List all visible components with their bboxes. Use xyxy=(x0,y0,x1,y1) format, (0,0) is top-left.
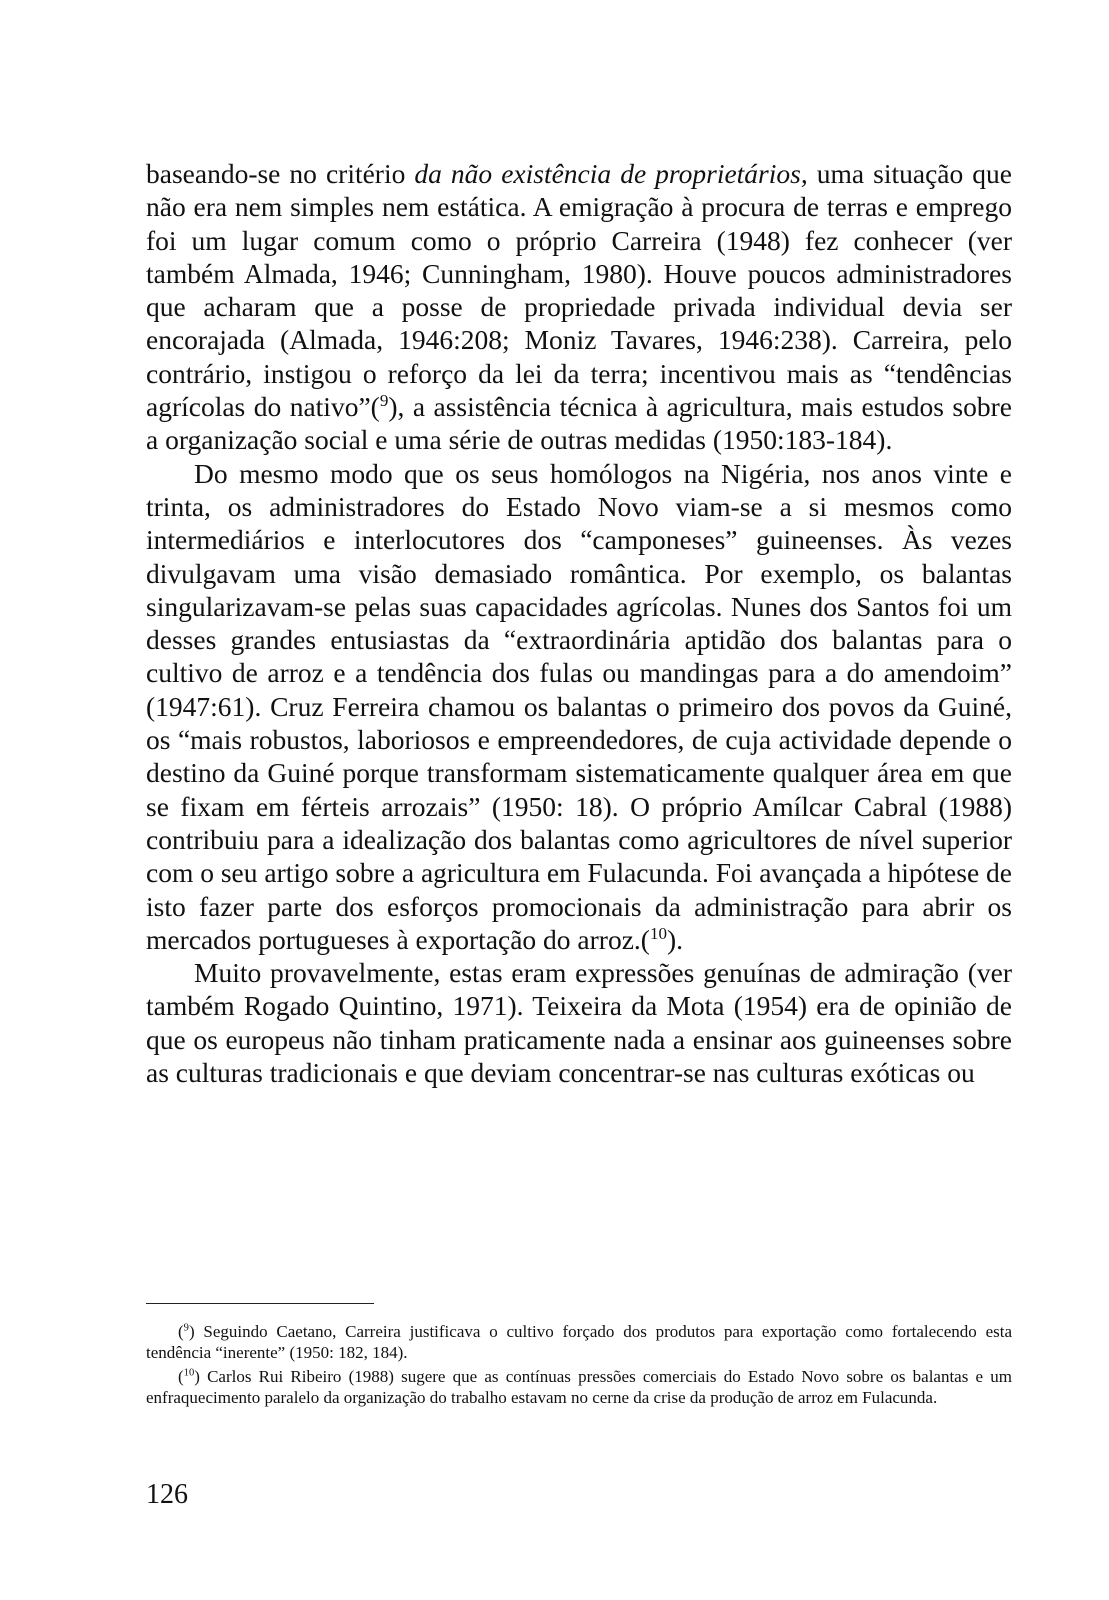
page-number: 126 xyxy=(146,1479,188,1510)
paragraph-1 xyxy=(146,157,1012,457)
paragraph-2-text-a: Do mesmo modo que os seus homólogos na Nigéria, nos anos vinte e trinta, os administradores do Estado Novo viam-se a si mesmos como intermediários e interlocutores dos “camponeses” guineenses. Às vezes divulgavam uma visão demasiado romântica. Por exemplo, os balantas singularizavam-se pelas suas capacidades agrícolas. Nunes dos Santos foi um desses grandes entusiastas da “extraordinária aptidão dos balantas para o cultivo de arroz e a tendência dos fulas ou mandingas para a do amendoim” (1947:61). Cruz Ferreira chamou os balantas o primeiro dos povos da Guiné, os “mais robustos, laboriosos e empreendedores, de cuja actividade depende o destino da Guiné porque transformam sistematicamente qualquer área em que se fixam em férteis arrozais” (1950: 18). O próprio Amílcar Cabral (1988) contribuiu para a idealização dos balantas como agricultores de nível superior com o seu artigo sobre a agricultura em Fulacunda. Foi avançada a hipótese de isto fazer parte dos esforços promocionais da administração para abrir os mercados portugueses à exportação do arroz.( xyxy=(146,457,1012,955)
footnote-separator xyxy=(146,1303,374,1304)
footnote-9-text: Seguindo Caetano, Carreira justificava o cultivo forçado dos produtos para exportação como fortalecendo esta tendência “inerente” (1950: 182, 184). xyxy=(146,1322,1012,1362)
paragraph-1-italic: da não existência de proprietários, xyxy=(414,158,808,189)
paragraph-1-text-a: baseando-se no critério xyxy=(146,158,415,189)
footnote-10-text: Carlos Rui Ribeiro (1988) sugere que as contínuas pressões comerciais do Estado Novo sobre os balantas e um enfraquecimento paralelo da organização do trabalho estavam no cerne da crise da produção de arroz em Fulacunda. xyxy=(146,1367,1012,1407)
footnote-9-number: 9 xyxy=(183,1322,189,1334)
footnote-reference-9: 9 xyxy=(379,390,389,410)
footnote-10-open: ( xyxy=(178,1367,184,1386)
main-text xyxy=(146,157,1012,1089)
paragraph-3: Muito provavelmente, estas eram expressões genuínas de admiração (ver também Rogado Quintino, 1971). Teixeira da Mota (1954) era de opinião de que os europeus não tinham praticamente nada a ensinar aos guineenses sobre as culturas tradicionais e que deviam concentrar-se nas culturas exóticas ou xyxy=(146,957,1012,1089)
paragraph-1-text-b: uma situação que não era nem simples nem estática. A emigração à procura de terras e emprego foi um lugar comum como o próprio Carreira (1948) fez conhecer (ver também Almada, 1946; Cunningham, 1980). Houve poucos administradores que acharam que a posse de propriedade privada individual devia ser encorajada (Almada, 1946:208; Moniz Tavares, 1946:238). Carreira, pelo contrário, instigou o reforço da lei da terra; incentivou mais as “tendências agrícolas do nativo”( xyxy=(146,158,1012,423)
footnotes xyxy=(146,1322,1012,1412)
footnote-9 xyxy=(146,1322,1012,1363)
paragraph-1-text-c: ), a assistência técnica à agricultura, mais estudos sobre a organização social e uma série de outras medidas (1950:183-184). xyxy=(146,391,1012,456)
footnote-9-close: ) xyxy=(188,1322,195,1341)
paragraph-2 xyxy=(146,457,1012,956)
footnote-10-number: 10 xyxy=(183,1367,195,1379)
footnote-10-close: ) xyxy=(194,1367,200,1386)
footnote-9-open: ( xyxy=(178,1322,184,1341)
footnote-reference-10: 10 xyxy=(649,923,667,943)
footnote-10 xyxy=(146,1367,1012,1408)
paragraph-2-text-b: ). xyxy=(666,923,684,955)
